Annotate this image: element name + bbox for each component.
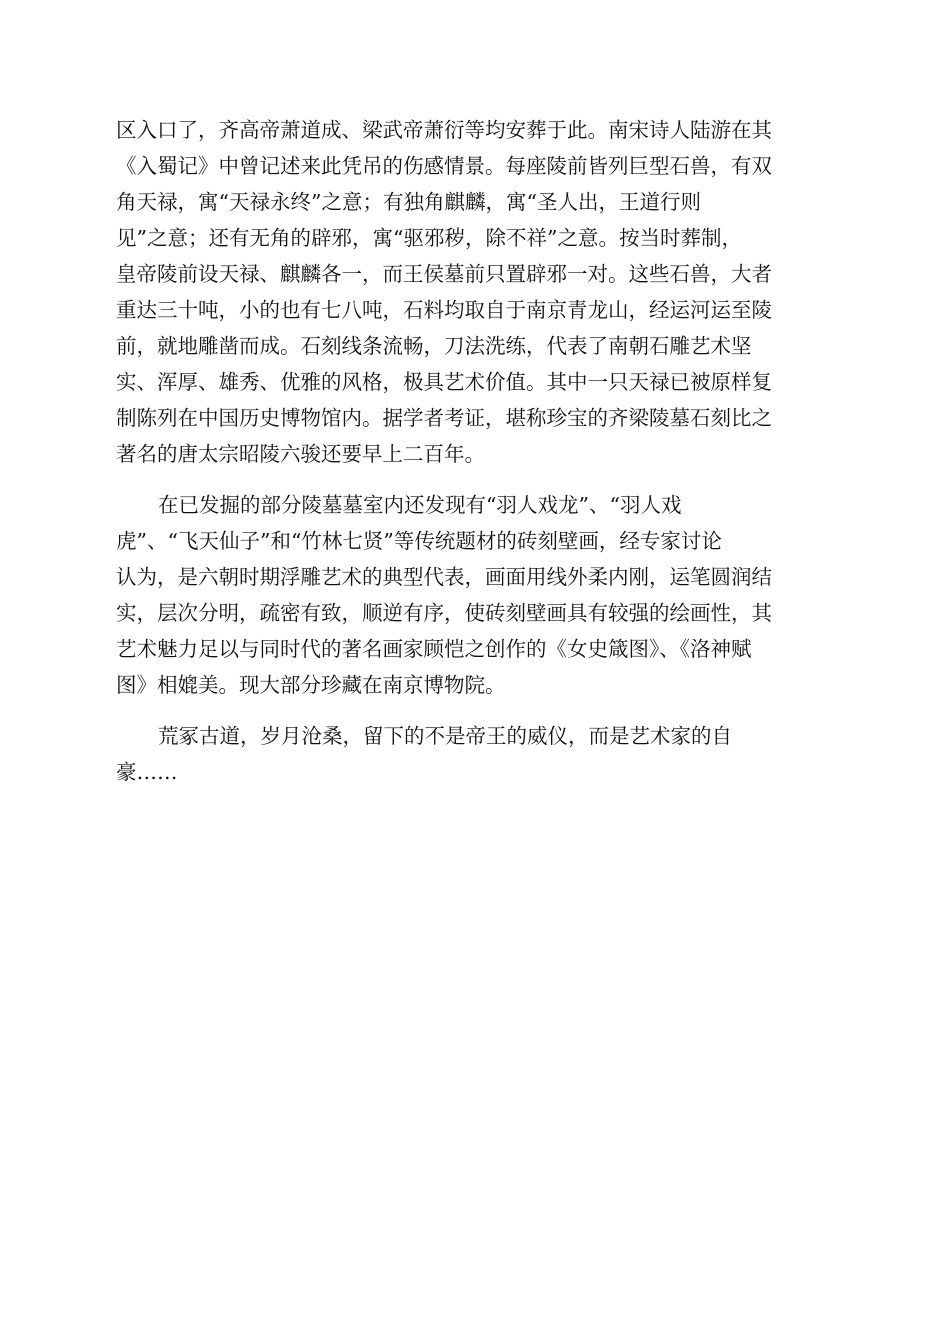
text-line: 艺术魅力足以与同时代的著名画家顾恺之创作的《女史箴图》、《洛神赋 — [116, 637, 752, 661]
text-line: 皇帝陵前设天禄、麒麟各一，而王侯墓前只置辟邪一对。这些石兽，大者 — [116, 262, 772, 286]
text-line: 重达三十吨，小的也有七八吨，石料均取自于南京青龙山，经运河运至陵 — [116, 298, 772, 322]
text-line: 《入蜀记》中曾记述来此凭吊的伤感情景。每座陵前皆列巨型石兽，有双 — [116, 154, 772, 178]
text-line: 角天禄，寓“天禄永终”之意；有独角麒麟，寓“圣人出，王道行则 — [116, 190, 701, 214]
text-line: 实、浑厚、雄秀、优雅的风格，极具艺术价值。其中一只天禄已被原样复 — [116, 370, 772, 394]
text-line: 认为，是六朝时期浮雕艺术的典型代表，画面用线外柔内刚，运笔圆润结 — [116, 565, 772, 589]
text-line: 著名的唐太宗昭陵六骏还要早上二百年。 — [116, 442, 485, 466]
text-line: 前，就地雕凿而成。石刻线条流畅，刀法洗练，代表了南朝石雕艺术坚 — [116, 334, 752, 358]
text-line: 图》相媲美。现大部分珍藏在南京博物院。 — [116, 673, 506, 697]
text-line: 豪…… — [116, 760, 178, 784]
paragraph-stone-beasts — [116, 112, 836, 472]
paragraph-closing — [116, 718, 836, 790]
text-line: 制陈列在中国历史博物馆内。据学者考证，堪称珍宝的齐梁陵墓石刻比之 — [116, 406, 772, 430]
paragraph-brick-murals — [116, 487, 836, 703]
text-line: 见”之意；还有无角的辟邪，寓“驱邪秽，除不祥”之意。按当时葬制， — [116, 226, 742, 250]
text-line: 实，层次分明，疏密有致，顺逆有序，使砖刻壁画具有较强的绘画性，其 — [116, 601, 772, 625]
text-line: 区入口了，齐高帝萧道成、梁武帝萧衍等均安葬于此。南宋诗人陆游在其 — [116, 118, 772, 142]
article-body — [116, 112, 836, 790]
text-line: 在已发掘的部分陵墓墓室内还发现有“羽人戏龙”、“羽人戏 — [158, 493, 682, 517]
text-line: 荒冢古道，岁月沧桑，留下的不是帝王的威仪，而是艺术家的自 — [158, 724, 732, 748]
text-line: 虎”、“飞天仙子”和“竹林七贤”等传统题材的砖刻壁画，经专家讨论 — [116, 529, 722, 553]
